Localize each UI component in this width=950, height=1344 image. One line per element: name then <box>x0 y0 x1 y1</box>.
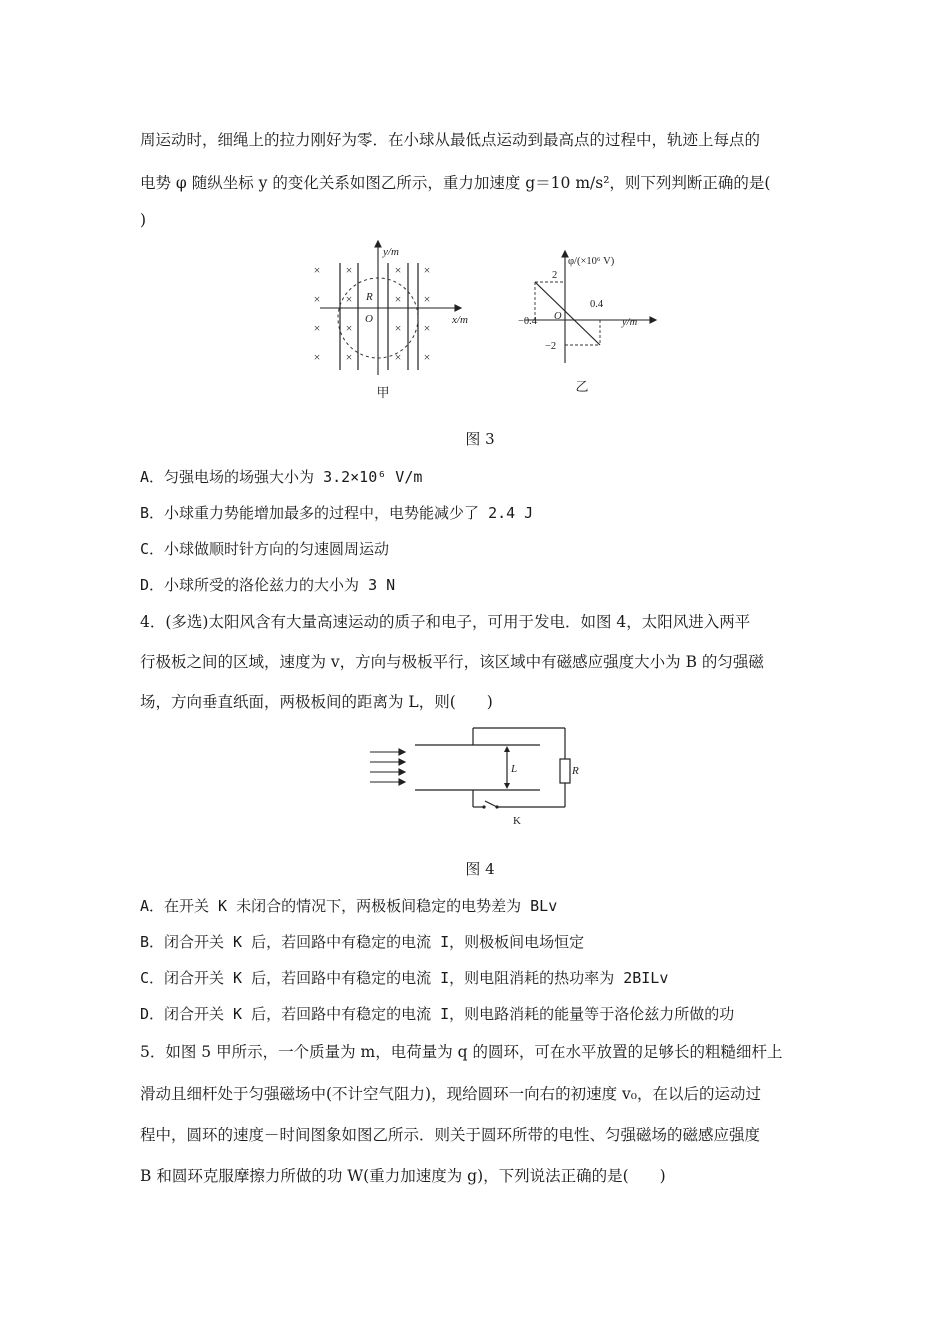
q4-stem-line-3: 场，方向垂直纸面，两极板间的距离为 L，则( ) <box>140 693 493 711</box>
svg-text:×: × <box>345 292 353 306</box>
origin-label: O <box>365 313 373 325</box>
q3-option-c: C．小球做顺时针方向的匀速圆周运动 <box>140 540 390 558</box>
svg-text:×: × <box>345 321 353 335</box>
tick-0-4: 0.4 <box>590 299 604 310</box>
q4-option-b: B．闭合开关 K 后，若回路中有稳定的电流 I，则极板间电场恒定 <box>140 933 585 951</box>
svg-text:×: × <box>394 263 402 277</box>
q3-option-b: B．小球重力势能增加最多的过程中，电势能减少了 2.4 J <box>140 504 534 522</box>
plate-distance-label: L <box>511 763 518 775</box>
figure-4-caption: 图 4 <box>465 860 495 878</box>
figure-3-yi-graph <box>510 245 670 375</box>
svg-text:×: × <box>394 350 402 364</box>
svg-text:×: × <box>313 350 321 364</box>
svg-text:×: × <box>394 321 402 335</box>
switch-label: K <box>513 815 521 827</box>
q4-option-c: C．闭合开关 K 后，若回路中有稳定的电流 I，则电阻消耗的热功率为 2BILv <box>140 969 669 987</box>
tick-neg-2: −2 <box>545 341 557 352</box>
q3-stem-line-1: 周运动时，细绳上的拉力刚好为零．在小球从最低点运动到最高点的过程中，轨迹上每点的 <box>140 131 761 149</box>
resistor <box>560 759 570 783</box>
q3-option-a: A．匀强电场的场强大小为 3.2×10⁶ V/m <box>140 468 423 486</box>
figure-3-jia-diagram <box>300 235 485 395</box>
phi-line <box>535 282 600 345</box>
q4-option-a: A．在开关 K 未闭合的情况下，两极板间稳定的电势差为 BLv <box>140 897 558 915</box>
svg-text:×: × <box>345 263 353 277</box>
q4-stem-line-2: 行极板之间的区域，速度为 v，方向与极板平行，该区域中有磁感应强度大小为 B 的匀强磁 <box>140 653 764 671</box>
svg-text:×: × <box>345 350 353 364</box>
q3-stem-line-3: ) <box>140 211 147 229</box>
figure-3-jia-caption: 甲 <box>376 386 390 401</box>
q5-stem-line-3: 程中，圆环的速度－时间图象如图乙所示．则关于圆环所带的电性、匀强磁场的磁感应强度 <box>140 1126 761 1144</box>
q3-option-d: D．小球所受的洛伦兹力的大小为 3 N <box>140 576 396 594</box>
svg-text:×: × <box>313 292 321 306</box>
solar-wind-arrows <box>370 749 405 785</box>
q3-stem-line-2: 电势 φ 随纵坐标 y 的变化关系如图乙所示，重力加速度 g＝10 m/s²，则下列判断正确的是( <box>140 174 771 192</box>
q5-stem-line-1: 5．如图 5 甲所示，一个质量为 m，电荷量为 q 的圆环，可在水平放置的足够长的粗糙细杆上 <box>140 1043 783 1061</box>
svg-text:×: × <box>423 263 431 277</box>
phi-axis-label: φ/(×10⁶ V) <box>568 256 615 267</box>
radius-label: R <box>366 291 373 303</box>
svg-text:×: × <box>423 321 431 335</box>
tick-neg-0-4: −0.4 <box>518 316 538 327</box>
q4-option-d: D．闭合开关 K 后，若回路中有稳定的电流 I，则电路消耗的能量等于洛伦兹力所做的功 <box>140 1005 735 1023</box>
svg-text:×: × <box>313 321 321 335</box>
x-axis-label: x/m <box>452 314 468 326</box>
q5-stem-line-2: 滑动且细杆处于匀强磁场中(不计空气阻力)，现给圆环一向右的初速度 v₀，在以后的运动过 <box>140 1085 761 1103</box>
svg-text:×: × <box>313 263 321 277</box>
svg-text:×: × <box>423 350 431 364</box>
figure-4-circuit <box>365 722 585 832</box>
q5-stem-line-4: B 和圆环克服摩擦力所做的功 W(重力加速度为 g)，下列说法正确的是( ) <box>140 1167 666 1185</box>
resistor-label: R <box>572 765 579 777</box>
figure-3-caption: 图 3 <box>465 430 495 448</box>
svg-text:×: × <box>423 292 431 306</box>
y-axis-label-graph: y/m <box>622 317 638 328</box>
origin-label-graph: O <box>554 311 562 322</box>
q4-stem-line-1: 4．(多选)太阳风含有大量高速运动的质子和电子，可用于发电．如图 4，太阳风进入两平 <box>140 613 751 631</box>
y-axis-label: y/m <box>383 246 399 258</box>
tick-2: 2 <box>552 270 558 281</box>
svg-text:×: × <box>394 292 402 306</box>
figure-3-yi-caption: 乙 <box>575 380 589 395</box>
